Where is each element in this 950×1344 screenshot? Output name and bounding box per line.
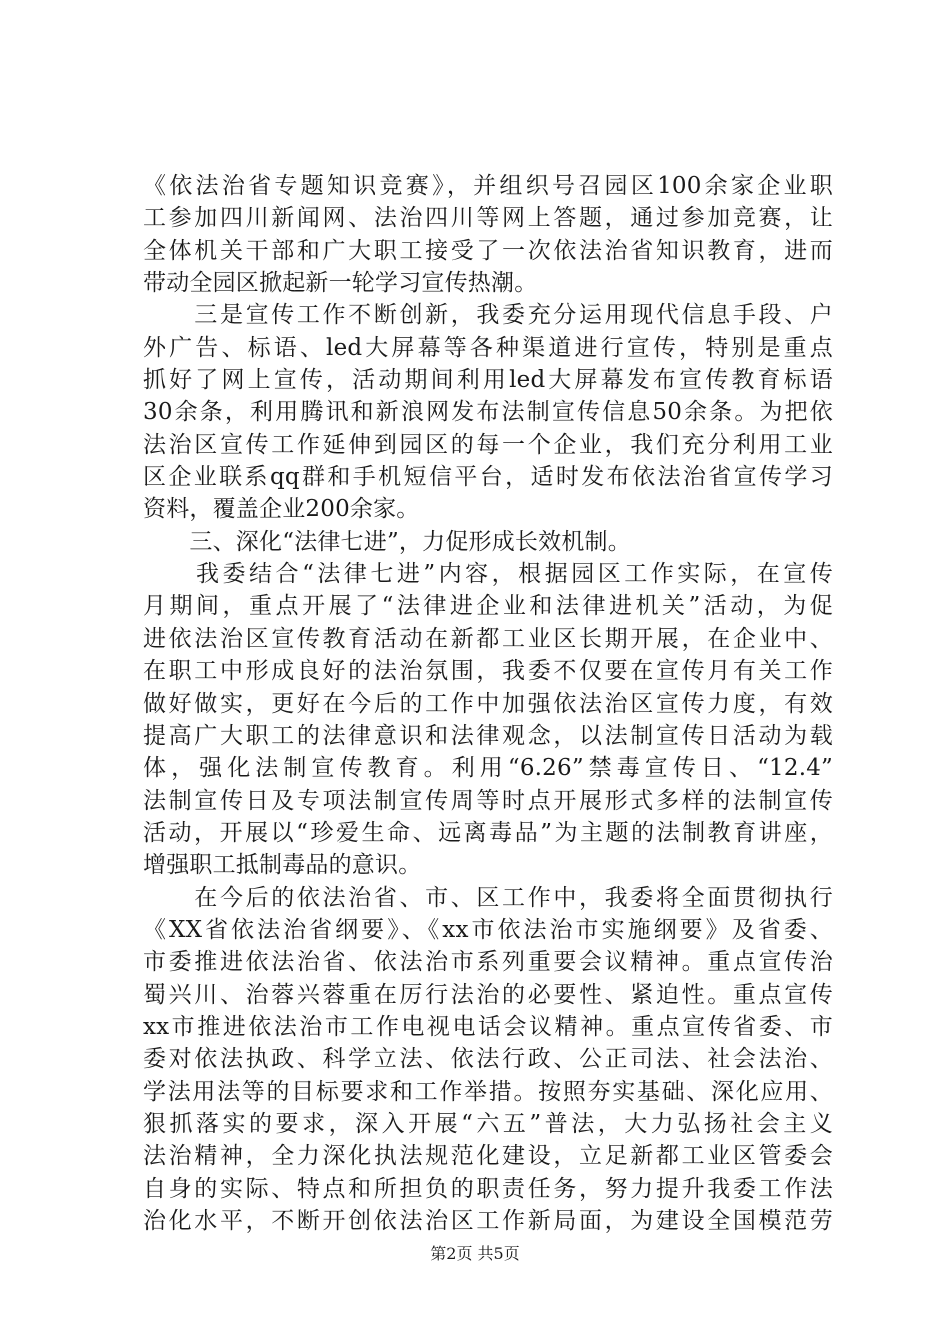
text-line: 蜀兴川、治蓉兴蓉重在厉行法治的必要性、紧迫性。重点宣传 — [143, 981, 833, 1008]
text-line: 三是宣传工作不断创新，我委充分运用现代信息手段、户 — [143, 302, 833, 329]
text-line: 狠抓落实的要求，深入开展“六五”普法，大力弘扬社会主义 — [143, 1110, 833, 1137]
text-line: 体，强化法制宣传教育。利用“6.26”禁毒宣传日、“12.4” — [143, 755, 833, 782]
text-line: 市委推进依法治省、依法治市系列重要会议精神。重点宣传治 — [143, 949, 833, 976]
text-line: 治化水平，不断开创依法治区工作新局面，为建设全国模范劳 — [143, 1208, 833, 1234]
text-line: 法治精神，全力深化执法规范化建设，立足新都工业区管委会 — [143, 1143, 833, 1170]
text-line: 我委结合“法律七进”内容，根据园区工作实际，在宣传 — [143, 561, 833, 588]
text-line: 在职工中形成良好的法治氛围，我委不仅要在宣传月有关工作 — [143, 658, 833, 685]
text-line: 工参加四川新闻网、法治四川等网上答题，通过参加竞赛，让 — [143, 205, 833, 232]
document-body — [143, 170, 833, 1237]
text-line: 活动，开展以“珍爱生命、远离毒品”为主题的法制教育讲座， — [143, 819, 833, 846]
page-number-footer: 第2页 共5页 — [430, 1244, 520, 1263]
text-line: xx市推进依法治市工作电视电话会议精神。重点宣传省委、市 — [143, 1013, 833, 1040]
text-line: 《XX省依法治省纲要》、《xx市依法治市实施纲要》及省委、 — [143, 916, 833, 943]
text-line: 《依法治省专题知识竞赛》，并组织号召园区100余家企业职 — [143, 173, 833, 199]
text-line: 进依法治区宣传教育活动在新都工业区长期开展，在企业中、 — [143, 625, 833, 652]
text-line: 带动全园区掀起新一轮学习宣传热潮。 — [143, 270, 538, 297]
text-line: 自身的实际、特点和所担负的职责任务，努力提升我委工作法 — [143, 1175, 833, 1202]
text-line: 30余条，利用腾讯和新浪网发布法制宣传信息50余条。为把依 — [143, 399, 833, 426]
text-line: 法制宣传日及专项法制宣传周等时点开展形式多样的法制宣传 — [143, 787, 833, 814]
text-line: 外广告、标语、led大屏幕等各种渠道进行宣传，特别是重点 — [143, 334, 833, 361]
text-line: 资料，覆盖企业200余家。 — [143, 496, 420, 523]
text-line: 区企业联系qq群和手机短信平台，适时发布依法治省宣传学习 — [143, 464, 833, 491]
text-line: 全体机关干部和广大职工接受了一次依法治省知识教育，进而 — [143, 237, 833, 264]
text-line: 增强职工抵制毒品的意识。 — [143, 852, 422, 879]
text-line: 在今后的依法治省、市、区工作中，我委将全面贯彻执行 — [143, 884, 833, 911]
text-line: 抓好了网上宣传，活动期间利用led大屏幕发布宣传教育标语 — [143, 367, 833, 394]
text-line: 提高广大职工的法律意识和法律观念，以法制宣传日活动为载 — [143, 722, 833, 749]
text-line: 学法用法等的目标要求和工作举措。按照夯实基础、深化应用、 — [143, 1078, 833, 1105]
text-line: 做好做实，更好在今后的工作中加强依法治区宣传力度，有效 — [143, 690, 833, 717]
text-line: 三、深化“法律七进”，力促形成长效机制。 — [143, 528, 631, 555]
text-line: 委对依法执政、科学立法、依法行政、公正司法、社会法治、 — [143, 1046, 833, 1073]
text-line: 月期间，重点开展了“法律进企业和法律进机关”活动，为促 — [143, 593, 833, 620]
text-line: 法治区宣传工作延伸到园区的每一个企业，我们充分利用工业 — [143, 431, 833, 458]
